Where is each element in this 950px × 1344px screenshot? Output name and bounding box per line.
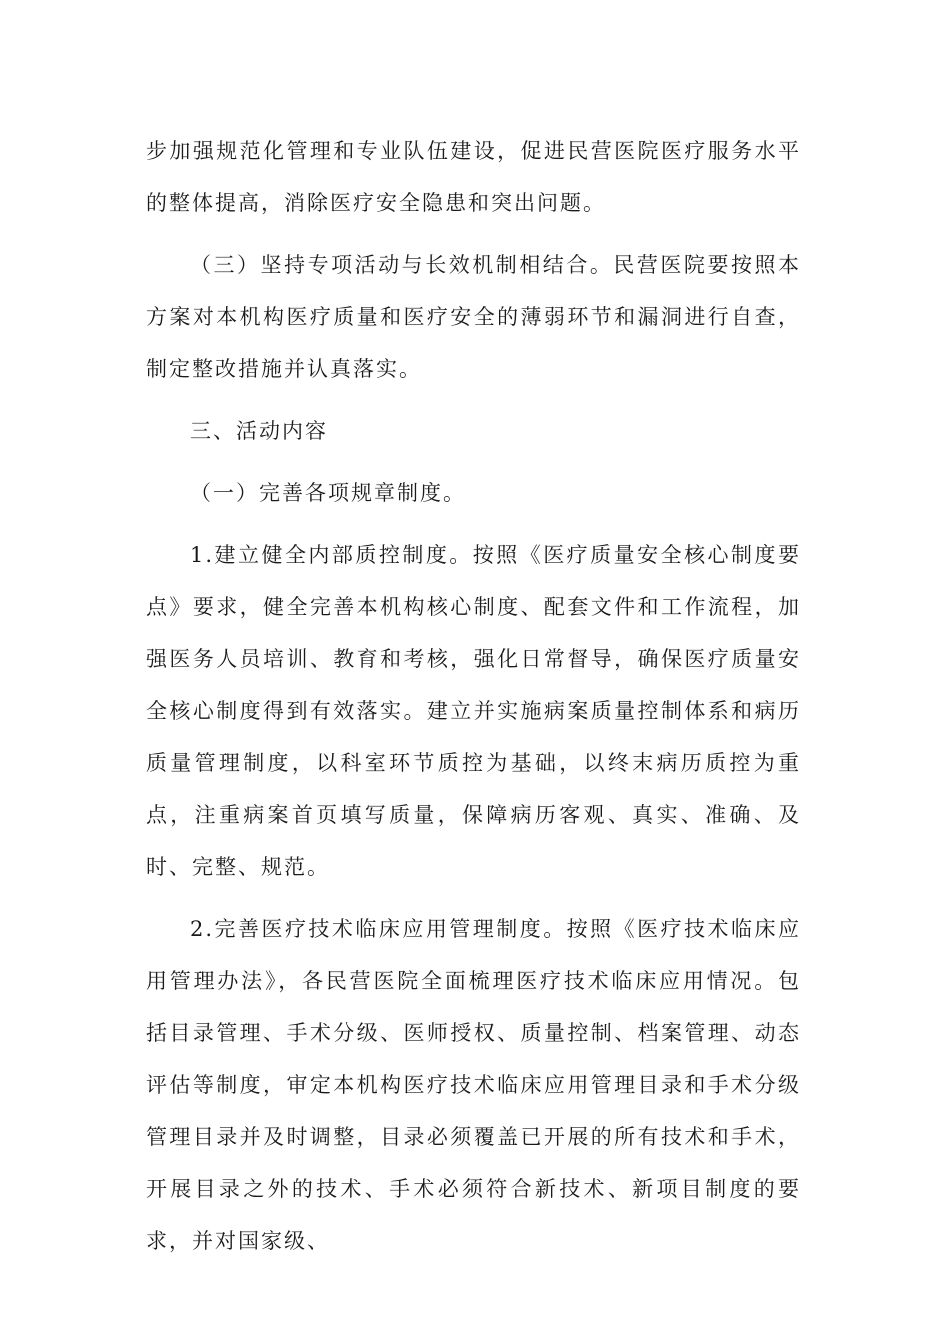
paragraph-item-2: 2.完善医疗技术临床应用管理制度。按照《医疗技术临床应用管理办法》，各民营医院全面梳理医疗技术临床应用情况。包括目录管理、手术分级、医师授权、质量控制、档案管理、动态评估等制度，审定本机构医疗技术临床应用管理目录和手术分级管理目录并及时调整，目录必须覆盖已开展的所有技术和手术，开展目录之外的技术、手术必须符合新技术、新项目制度的要求，并对国家级、 bbox=[146, 917, 801, 1253]
document-body bbox=[146, 125, 801, 1267]
subsection-heading-regulations: （一）完善各项规章制度。 bbox=[190, 481, 466, 505]
paragraph-continuation: 步加强规范化管理和专业队伍建设，促进民营医院医疗服务水平的整体提高，消除医疗安全隐患和突出问题。 bbox=[146, 139, 801, 215]
paragraph-item-1: 1.建立健全内部质控制度。按照《医疗质量安全核心制度要点》要求，健全完善本机构核心制度、配套文件和工作流程，加强医务人员培训、教育和考核，强化日常督导，确保医疗质量安全核心制度得到有效落实。建立并实施病案质量控制体系和病历质量管理制度，以科室环节质控为基础，以终末病历质控为重点，注重病案首页填写质量，保障病历客观、真实、准确、及时、完整、规范。 bbox=[146, 543, 801, 879]
paragraph-principle-three: （三）坚持专项活动与长效机制相结合。民营医院要按照本方案对本机构医疗质量和医疗安全的薄弱环节和漏洞进行自查，制定整改措施并认真落实。 bbox=[146, 253, 801, 381]
section-heading-activity-content: 三、活动内容 bbox=[190, 419, 328, 443]
